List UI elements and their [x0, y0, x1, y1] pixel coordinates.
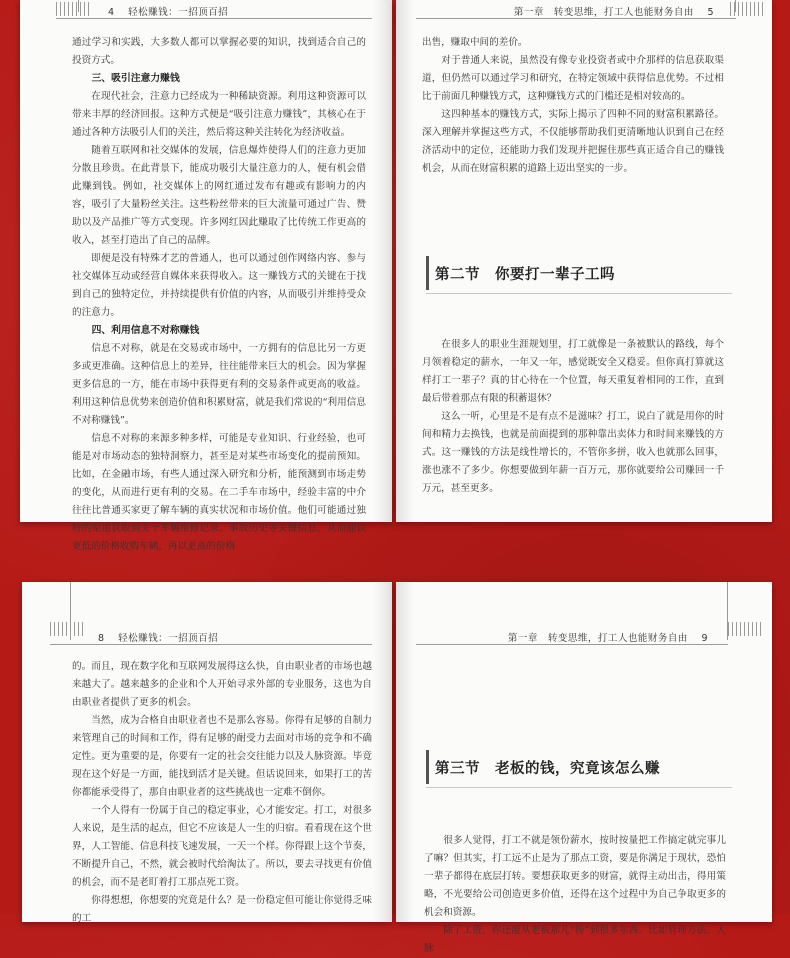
- section-underline: [426, 293, 732, 294]
- paragraph: 除了工资，你还能从老板那儿“捞”到很多东西。比如管理方法、人脉: [424, 925, 726, 954]
- paragraph: 你得想想，你想要的究竟是什么？是一份稳定但可能让你觉得乏味的工: [72, 895, 372, 924]
- paragraph: 一个人得有一份属于自己的稳定事业，心才能安定。打工，对很多人来说，是生活的起点，但它不应该是人一生的归宿。看看现在这个世界，人工智能、信息科技飞速发展，一天一个样。你得跟上这个节奏，不断提升自己，不然，就会被时代给淘汰了。所以，要去寻找更有价值的机会，而不是老盯着打工那点死工资。: [72, 805, 372, 888]
- running-header: [88, 630, 218, 644]
- subheading: 三、吸引注意力赚钱: [91, 73, 180, 84]
- chapter-title: 第一章 转变思维，打工人也能财务自由: [513, 7, 694, 18]
- running-header: [508, 630, 718, 644]
- paragraph: 通过学习和实践，大多数人都可以掌握必要的知识，找到适合自己的投资方式。: [72, 37, 366, 66]
- running-header: [514, 4, 724, 18]
- page-number: 5: [707, 7, 714, 18]
- paragraph: 对于普通人来说，虽然没有像专业投资者或中介那样的信息获取渠道，但仍然可以通过学习和研究，在特定领域中获得信息优势。不过相比于前面几种赚钱方式，这种赚钱方式的门槛还是相对较高的。: [422, 55, 724, 102]
- paragraph: 很多人觉得，打工不就是领份薪水，按时按量把工作搞定就完事儿了嘛？但其实，打工远不止是为了那点工资，要是你满足于现状，恐怕一辈子都得在底层打转。要想获取更多的财富，就得主动出击，得用策略，不光要给公司创造更多价值，还得在这个过程中为自己争取更多的机会和资源。: [424, 835, 726, 918]
- page-gutter-shadow: [374, 582, 392, 922]
- paragraph: 在现代社会，注意力已经成为一种稀缺资源。利用这种资源可以带来丰厚的经济回报。这种方式便是“吸引注意力赚钱”，其核心在于通过各种方法吸引人们的关注，然后将这种关注转化为经济收益。: [72, 91, 366, 138]
- book-page-5: [396, 0, 772, 522]
- header-divider: [50, 644, 372, 645]
- header-ornament: [50, 622, 84, 636]
- subheading: 四、利用信息不对称赚钱: [91, 325, 200, 336]
- page-number: 9: [701, 633, 708, 644]
- book-page-4: [20, 0, 392, 552]
- page-number: 8: [98, 633, 105, 644]
- chapter-title: 第一章 转变思维，打工人也能财务自由: [507, 633, 688, 644]
- header-ornament: [728, 622, 762, 636]
- paragraph: 这四种基本的赚钱方式，实际上揭示了四种不同的财富积累路径。深入理解并掌握这些方式，不仅能够帮助我们更清晰地认识到自己在经济活动中的定位，还能助力我们发现并把握住那些真正适合自己的赚钱机会，从而在财富积累的道路上迈出坚实的一步。: [422, 109, 724, 174]
- header-divider: [416, 18, 736, 19]
- paragraph: 出售，赚取中间的差价。: [422, 37, 528, 48]
- paragraph: 这么一听，心里是不是有点不是滋味？打工，说白了就是用你的时间和精力去换钱，也就是前面提到的那种靠出卖体力和时间来赚钱的方式。这一赚钱的方法是线性增长的，不管你多拼，收入也就那么回事，涨也涨不了多少。你想要做到年薪一百万元，那你就要给公司赚回一千万元，甚至更多。: [422, 411, 724, 494]
- page-body: [424, 832, 726, 958]
- paragraph: 的。而且，现在数字化和互联网发展得这么快，自由职业者的市场也越来越大了。越来越多的企业和个人开始寻求外部的专业服务，这也为自由职业者提供了更多的机会。: [72, 661, 372, 708]
- page-body-continued: [422, 336, 724, 498]
- book-page-8: [22, 582, 392, 922]
- header-rule: [70, 582, 71, 640]
- page-gutter-shadow: [374, 0, 392, 522]
- section-title: 第三节 老板的钱，究竟该怎么赚: [435, 759, 660, 777]
- book-title: 轻松赚钱：一招顶百招: [118, 633, 219, 644]
- page-gutter-shadow: [396, 582, 414, 922]
- header-divider: [416, 644, 728, 645]
- page-gutter-shadow: [396, 0, 414, 522]
- section-marker: [426, 256, 429, 290]
- paragraph: 当然，成为合格自由职业者也不是那么容易。你得有足够的自制力来管理自己的时间和工作，得有足够的耐受力去面对市场的竞争和不确定性。更为重要的是，你要有一定的社会交往能力以及人脉资源。毕竟现在这个好是一方面，能找到活才是关键。但话说回来，如果打工的苦你都能承受得了，那自由职业者的这些挑战也一定难不倒你。: [72, 715, 372, 798]
- page-body: [72, 658, 372, 928]
- paragraph: 随着互联网和社交媒体的发展，信息爆炸使得人们的注意力更加分散且珍贵。在此背景下，能成功吸引大量注意力的人，便有机会借此赚到钱。例如，社交媒体上的网红通过发布有趣或有影响力的内容，吸引了大量粉丝关注。这些粉丝带来的巨大流量可通过广告、赞助以及产品推广等方式变现。许多网红因此赚取了比传统工作更高的收入，甚至打造出了自己的品牌。: [72, 145, 366, 246]
- section-title: 第二节 你要打一辈子工吗: [435, 265, 615, 283]
- running-header: [98, 4, 228, 18]
- header-divider: [56, 18, 372, 19]
- paragraph: 信息不对称，就是在交易或市场中，一方拥有的信息比另一方更多或更准确。这种信息上的差异，往往能带来巨大的机会。因为掌握更多信息的一方，能在市场中获得更有利的交易条件或更高的收益。利用这种信息优势来创造价值和积累财富，就是我们常说的“利用信息不对称赚钱”。: [72, 343, 366, 426]
- section-heading: [426, 256, 732, 290]
- header-rule: [78, 0, 79, 12]
- section-marker: [426, 750, 429, 784]
- paragraph: 信息不对称的来源多种多样，可能是专业知识、行业经验，也可能是对市场动态的独特洞察力，甚至是对某些市场变化的提前预知。比如，在金融市场，有些人通过深入研究和分析，能预测到市场走势的变化，从而进行更有利的交易。在二手车市场中，经验丰富的中介往往比普通买家更了解车辆的真实状况和市场价值。他们可能通过独特的渠道获取到关于车辆维修记录、事故历史等关键信息，从而能以更低的价格收购车辆，再以更高的价格: [72, 433, 366, 552]
- paragraph: 即便是没有特殊才艺的普通人，也可以通过创作网络内容、参与社交媒体互动或经营自媒体来获得收入。这一赚钱方式的关键在于找到自己的独特定位，并持续提供有价值的内容，从而吸引并维持受众的注意力。: [72, 253, 366, 318]
- page-body: [72, 34, 366, 556]
- section-heading: [426, 750, 732, 784]
- page-body: [422, 34, 724, 178]
- book-page-9: [396, 582, 772, 954]
- paragraph: 在很多人的职业生涯规划里，打工就像是一条被默认的路线，每个月领着稳定的薪水，一年又一年，感觉既安全又稳妥。但你真打算就这样打工一辈子？真的甘心待在一个位置，每天重复着相同的工作，直到最后带着那点有限的积蓄退休？: [422, 339, 724, 404]
- page-number: 4: [108, 7, 115, 18]
- book-title: 轻松赚钱：一招顶百招: [128, 7, 229, 18]
- header-ornament: [56, 2, 90, 16]
- header-ornament: [730, 2, 764, 16]
- section-underline: [426, 787, 732, 788]
